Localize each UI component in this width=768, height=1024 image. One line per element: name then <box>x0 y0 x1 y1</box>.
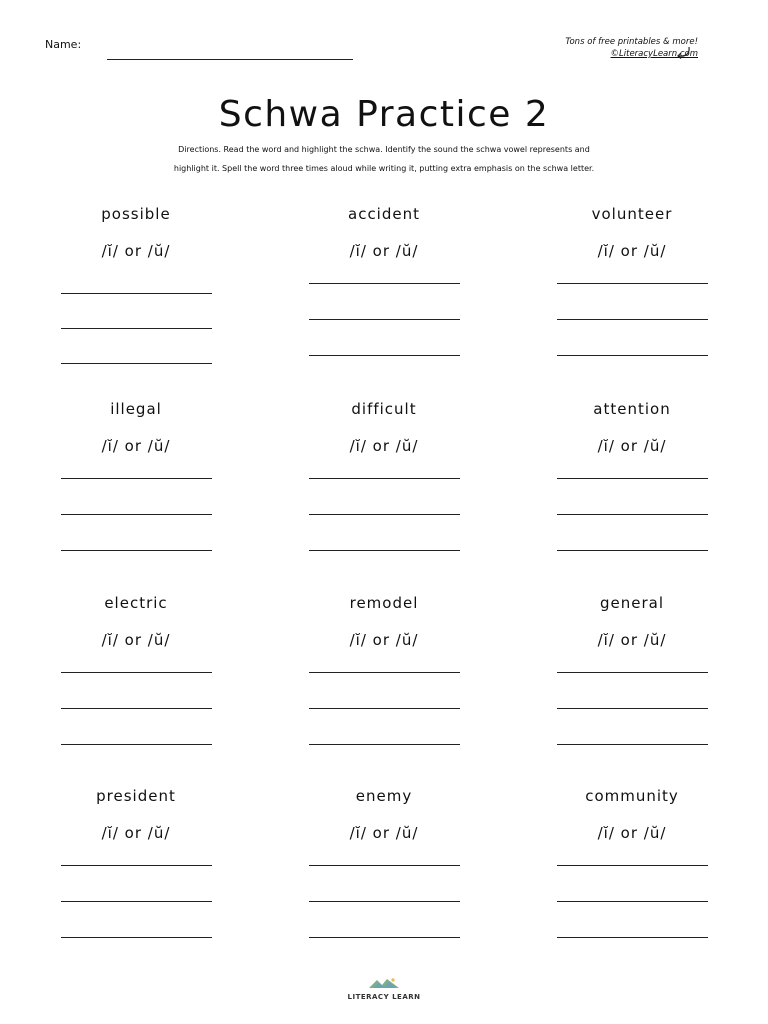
literacy-learn-logo-icon <box>367 977 401 989</box>
sound-choice[interactable]: /ĭ/ or /ŭ/ <box>597 631 667 649</box>
word-label[interactable]: illegal <box>110 400 162 418</box>
writing-line[interactable] <box>61 672 212 673</box>
word-card <box>36 787 236 844</box>
writing-line[interactable] <box>309 319 460 320</box>
writing-line[interactable] <box>309 283 460 284</box>
word-label[interactable]: electric <box>104 594 168 612</box>
writing-line[interactable] <box>61 708 212 709</box>
writing-line[interactable] <box>309 550 460 551</box>
word-label[interactable]: community <box>585 787 679 805</box>
sound-choice[interactable]: /ĭ/ or /ŭ/ <box>101 437 171 455</box>
word-card <box>284 205 484 262</box>
writing-line[interactable] <box>557 550 708 551</box>
writing-line[interactable] <box>557 355 708 356</box>
sound-choice[interactable]: /ĭ/ or /ŭ/ <box>349 631 419 649</box>
promo-url[interactable]: ©LiteracyLearn.com <box>610 49 698 59</box>
word-label[interactable]: accident <box>348 205 420 223</box>
writing-line[interactable] <box>557 514 708 515</box>
writing-line[interactable] <box>557 478 708 479</box>
writing-line[interactable] <box>309 708 460 709</box>
word-card <box>532 205 732 262</box>
sound-choice[interactable]: /ĭ/ or /ŭ/ <box>597 824 667 842</box>
writing-line[interactable] <box>557 708 708 709</box>
writing-line[interactable] <box>309 478 460 479</box>
sound-choice[interactable]: /ĭ/ or /ŭ/ <box>101 824 171 842</box>
word-label[interactable]: president <box>96 787 176 805</box>
word-card <box>36 400 236 457</box>
writing-line[interactable] <box>557 865 708 866</box>
writing-line[interactable] <box>61 363 212 364</box>
sound-choice[interactable]: /ĭ/ or /ŭ/ <box>349 242 419 260</box>
word-card <box>36 205 236 262</box>
writing-line[interactable] <box>61 865 212 866</box>
directions <box>150 140 618 178</box>
name-label: Name: <box>45 38 82 51</box>
word-label[interactable]: remodel <box>349 594 419 612</box>
promo-line-1: Tons of free printables & more! <box>565 37 698 47</box>
sound-choice[interactable]: /ĭ/ or /ŭ/ <box>597 437 667 455</box>
directions-line-2: highlight it. Spell the word three times aloud while writing it, putting extra emphasis on the schwa letter. <box>173 164 595 173</box>
writing-line[interactable] <box>557 672 708 673</box>
word-card <box>284 400 484 457</box>
word-label[interactable]: enemy <box>355 787 413 805</box>
word-card <box>284 594 484 651</box>
page-title: Schwa Practice 2 <box>218 94 550 135</box>
writing-line[interactable] <box>557 901 708 902</box>
footer-logo-text: LITERACY LEARN <box>347 993 421 1001</box>
writing-line[interactable] <box>557 283 708 284</box>
writing-line[interactable] <box>61 901 212 902</box>
word-label[interactable]: difficult <box>351 400 417 418</box>
word-card <box>532 400 732 457</box>
writing-line[interactable] <box>309 937 460 938</box>
word-card <box>532 787 732 844</box>
word-card <box>36 594 236 651</box>
word-label[interactable]: general <box>599 594 664 612</box>
writing-line[interactable] <box>309 901 460 902</box>
sound-choice[interactable]: /ĭ/ or /ŭ/ <box>101 242 171 260</box>
name-field-line[interactable] <box>107 59 353 60</box>
writing-line[interactable] <box>557 937 708 938</box>
writing-line[interactable] <box>61 937 212 938</box>
writing-line[interactable] <box>61 514 212 515</box>
writing-line[interactable] <box>557 744 708 745</box>
word-card <box>284 787 484 844</box>
writing-line[interactable] <box>557 319 708 320</box>
writing-line[interactable] <box>309 672 460 673</box>
writing-line[interactable] <box>61 328 212 329</box>
writing-line[interactable] <box>309 865 460 866</box>
sound-choice[interactable]: /ĭ/ or /ŭ/ <box>101 631 171 649</box>
writing-line[interactable] <box>309 355 460 356</box>
sound-choice[interactable]: /ĭ/ or /ŭ/ <box>349 437 419 455</box>
writing-line[interactable] <box>61 293 212 294</box>
word-label[interactable]: possible <box>101 205 171 223</box>
sound-choice[interactable]: /ĭ/ or /ŭ/ <box>349 824 419 842</box>
writing-line[interactable] <box>309 514 460 515</box>
word-card <box>532 594 732 651</box>
sound-choice[interactable]: /ĭ/ or /ŭ/ <box>597 242 667 260</box>
writing-line[interactable] <box>61 550 212 551</box>
writing-line[interactable] <box>309 744 460 745</box>
footer-logo <box>334 974 434 1001</box>
directions-line-1: Directions. Read the word and highlight the schwa. Identify the sound the schwa vowel represents and <box>178 145 590 154</box>
word-label[interactable]: volunteer <box>591 205 673 223</box>
word-label[interactable]: attention <box>593 400 671 418</box>
writing-line[interactable] <box>61 744 212 745</box>
writing-line[interactable] <box>61 478 212 479</box>
curved-arrow-icon <box>676 46 692 60</box>
